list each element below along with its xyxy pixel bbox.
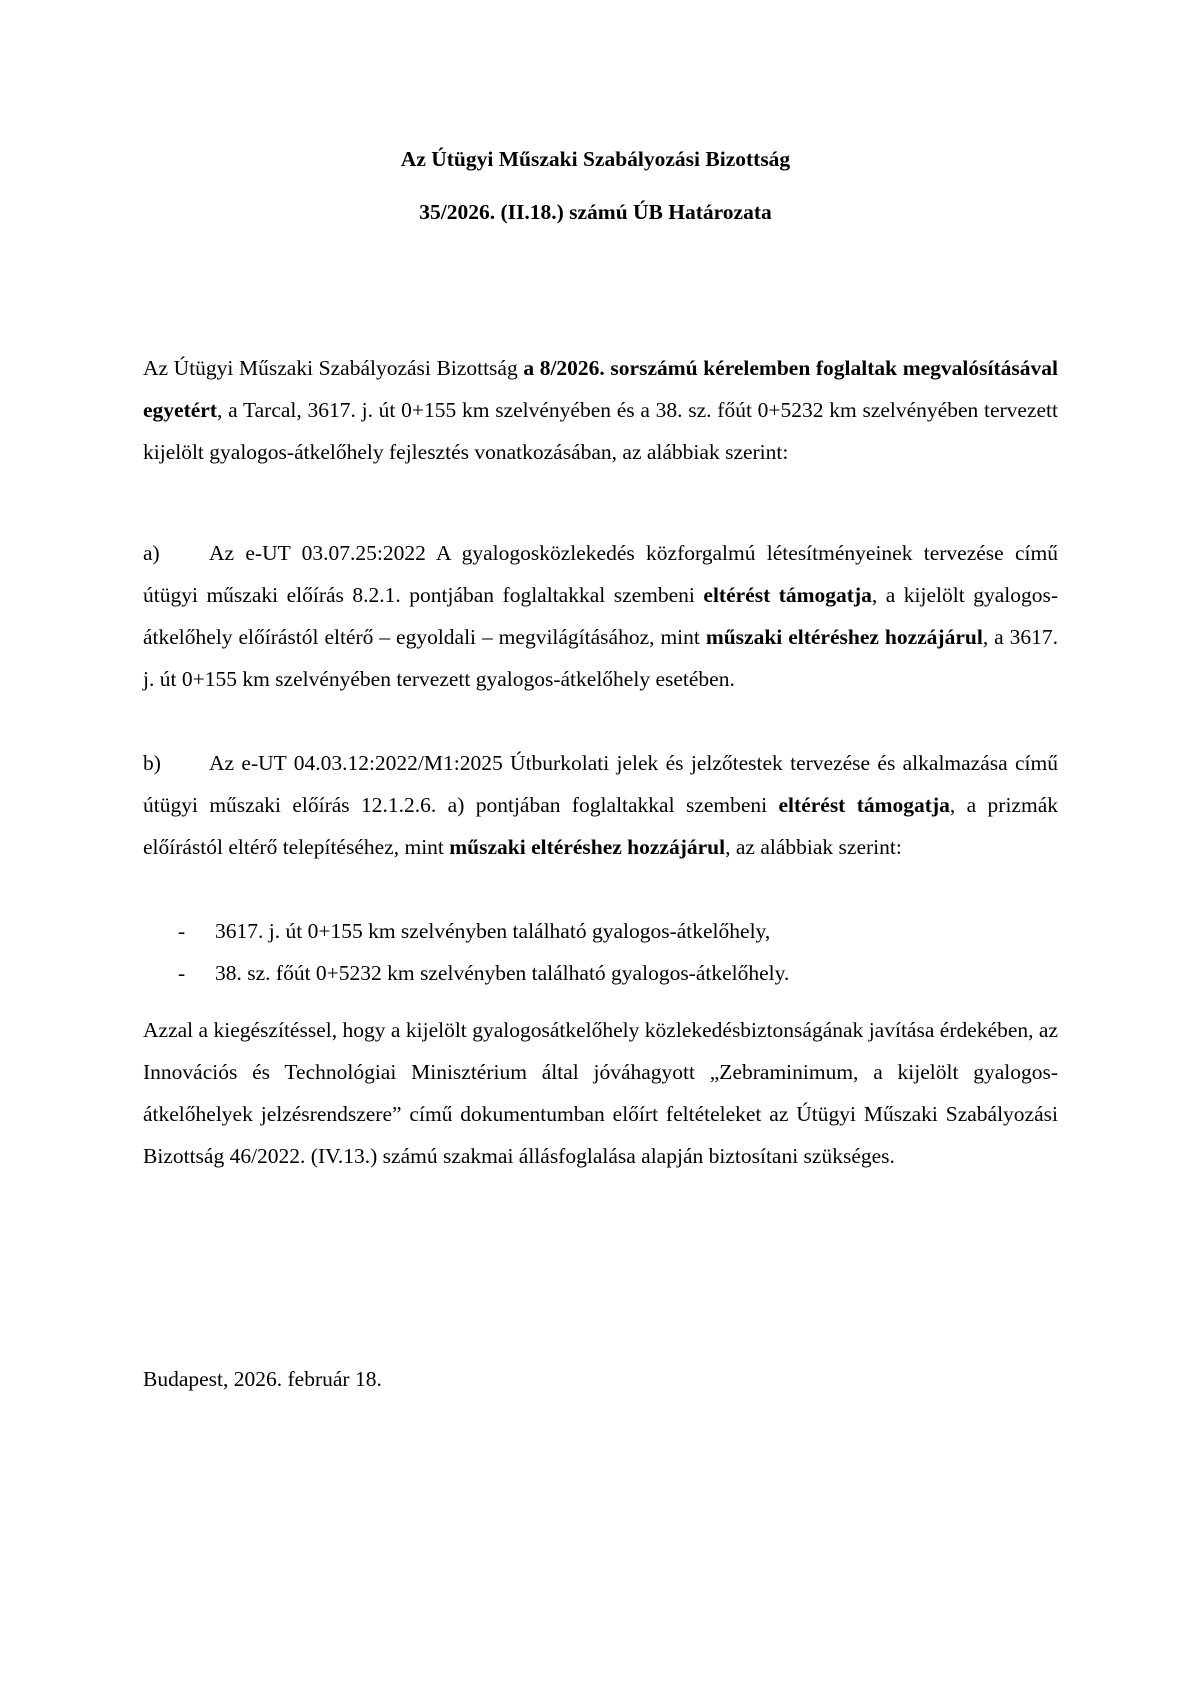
item-a-text-2: , a kijelölt gyalogos-átkelőhely előírástól eltérő – egyoldali – megvilágításához, mint xyxy=(143,583,1058,649)
intro-bold: a 8/2026. sorszámú kérelemben foglaltak megvalósításával egyetért xyxy=(143,356,1058,422)
supplement-paragraph xyxy=(143,1009,1058,1177)
list-bullet: - xyxy=(178,919,186,943)
item-a-bold-2: műszaki eltéréshez hozzájárul xyxy=(705,625,983,649)
list-item-text: 3617. j. út 0+155 km szelvényben található gyalogos-átkelőhely, xyxy=(215,919,771,943)
resolution-number: 35/2026. (II.18.) számú ÚB Határozata xyxy=(419,200,772,224)
place-and-date: Budapest, 2026. február 18. xyxy=(143,1367,382,1391)
item-b-bold-2: műszaki eltéréshez hozzájárul xyxy=(449,835,726,859)
item-a-label: a) xyxy=(143,541,160,565)
location-list xyxy=(143,910,1058,994)
item-b-bold-1: eltérést támogatja xyxy=(778,793,950,817)
item-a-text-1: Az e-UT 03.07.25:2022 A gyalogosközlekedés közforgalmú létesítményeinek tervezése című útügyi műszaki előírás 8.2.1. pontjában foglaltakkal szembeni xyxy=(143,541,1058,607)
item-b-text-2: , a prizmák előírástól eltérő telepítéséhez, mint xyxy=(143,793,1058,859)
list-item xyxy=(143,952,1058,994)
list-item-text: 38. sz. főút 0+5232 km szelvényben található gyalogos-átkelőhely. xyxy=(215,961,790,985)
intro-text: Az Útügyi Műszaki Szabályozási Bizottság xyxy=(143,356,524,380)
item-b-paragraph xyxy=(143,742,1058,868)
document-title: Az Útügyi Műszaki Szabályozási Bizottság xyxy=(400,147,791,171)
list-bullet: - xyxy=(178,961,186,985)
item-a-paragraph xyxy=(143,532,1058,700)
item-b-text-3: , az alábbiak szerint: xyxy=(725,835,902,859)
list-item xyxy=(143,910,1058,952)
intro-paragraph xyxy=(143,347,1058,473)
item-b-label: b) xyxy=(143,751,161,775)
supplement-text: Azzal a kiegészítéssel, hogy a kijelölt gyalogosátkelőhely közlekedésbiztonságának javítása érdekében, az Innovációs és Technológiai Minisztérium által jóváhagyott „Zebraminimum, a kijelölt gyalogos-átkelőhelyek jelzésrendszere” című dokumentumban előírt feltételeket az Útügyi Műszaki Szabályozási Bizottság 46/2022. (IV.13.) számú szakmai állásfoglalása alapján biztosítani szükséges. xyxy=(143,1018,1058,1168)
item-b-text-1: Az e-UT 04.03.12:2022/M1:2025 Útburkolati jelek és jelzőtestek tervezése és alkalmazása című útügyi műszaki előírás 12.1.2.6. a) pontjában foglaltakkal szembeni xyxy=(143,751,1058,817)
item-a-text-3: , a 3617. j. út 0+155 km szelvényében tervezett gyalogos-átkelőhely esetében. xyxy=(143,625,1058,691)
item-a-bold-1: eltérést támogatja xyxy=(703,583,872,607)
intro-text-2: , a Tarcal, 3617. j. út 0+155 km szelvényében és a 38. sz. főút 0+5232 km szelvényében tervezett kijelölt gyalogos-átkelőhely fejlesztés vonatkozásában, az alábbiak szerint: xyxy=(143,398,1058,464)
